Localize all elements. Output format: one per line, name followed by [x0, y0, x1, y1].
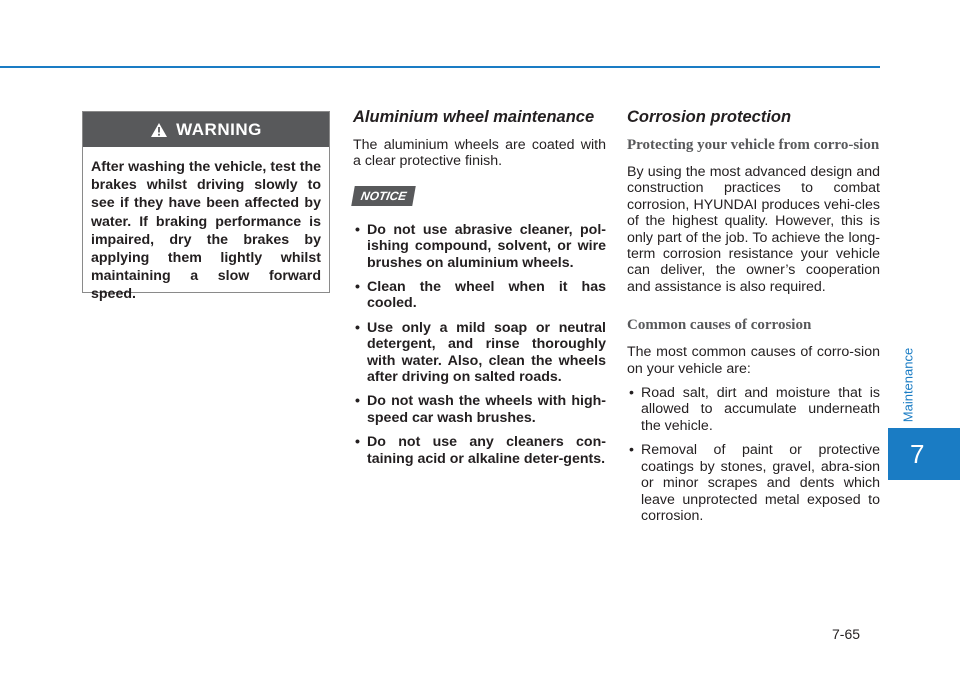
list-item: • Do not use any cleaners con-taining acid or alkaline deter-gents.	[353, 434, 606, 467]
warning-text: After washing the vehicle, test the brakes whilst driving slowly to see if they have been affected by water. If braking performance is impaired, dry the brakes by applying them lightly whilst maintaining a slow forward speed.	[91, 159, 321, 303]
section-label	[897, 342, 919, 428]
warning-header	[83, 112, 329, 147]
list-item: • Clean the wheel when it has cooled.	[353, 279, 606, 312]
chapter-tab: 7	[888, 428, 960, 480]
list-item: • Do not wash the wheels with high-speed car wash brushes.	[353, 393, 606, 426]
aluminium-section	[353, 108, 606, 475]
corrosion-paragraph: By using the most advanced design and construction practices to combat corrosion, HYUNDAI produces vehi-cles of the highest quality. However, this is only part of the job. To achieve the long-term corrosion resistance your vehicle can deliver, the owner’s cooperation and assistance is also required.	[627, 164, 880, 295]
header-rule	[0, 66, 880, 68]
corrosion-subheading-protecting: Protecting your vehicle from corro-sion	[627, 137, 880, 153]
corrosion-subheading-causes: Common causes of corrosion	[627, 317, 812, 334]
list-item: • Road salt, dirt and moisture that is allowed to accumulate underneath the vehicle.	[627, 385, 880, 434]
warning-title: WARNING	[176, 119, 262, 139]
notice-badge: NOTICE	[351, 186, 416, 206]
aluminium-list	[353, 222, 606, 467]
warning-box	[82, 111, 330, 303]
list-item: • Do not use abrasive cleaner, pol-ishing compound, solvent, or wire brushes on aluminium wheels.	[353, 222, 606, 271]
list-item: • Removal of paint or protective coatings by stones, gravel, abra-sion or minor scrapes and dents which leave unprotected metal exposed to corrosion.	[627, 442, 880, 524]
section-label-text: Maintenance	[900, 347, 916, 423]
aluminium-heading: Aluminium wheel maintenance	[353, 108, 595, 126]
corrosion-section	[627, 108, 880, 532]
causes-intro: The most common causes of corro-sion on your vehicle are:	[627, 344, 880, 377]
aluminium-intro: The aluminium wheels are coated with a clear protective finish.	[353, 137, 606, 170]
corrosion-heading: Corrosion protection	[627, 108, 792, 126]
causes-list	[627, 385, 880, 524]
page-number: 7-65	[832, 626, 861, 642]
warning-triangle-icon	[150, 122, 168, 138]
list-item: • Use only a mild soap or neutral detergent, and rinse thoroughly with water. Also, clean the wheels after driving on salted roads.	[353, 320, 606, 386]
